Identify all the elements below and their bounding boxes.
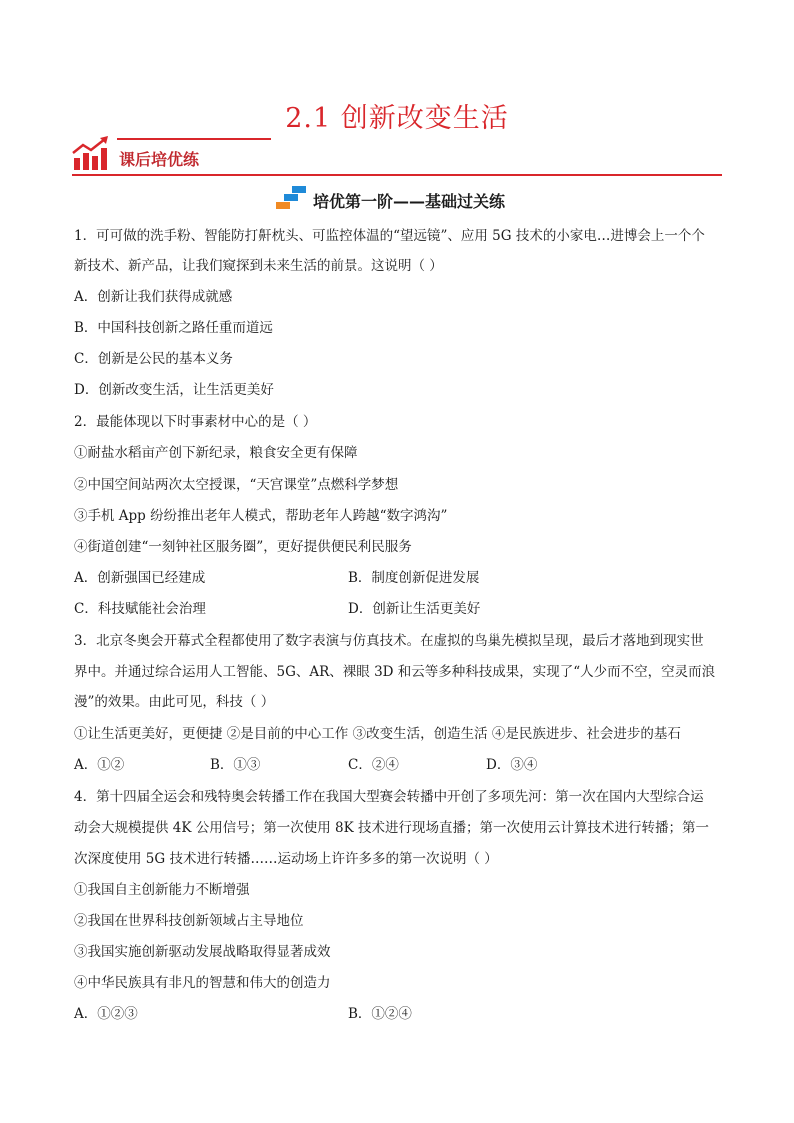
q4-option-a[interactable]: A．①②③ <box>74 1006 138 1022</box>
q2-option-a[interactable]: A．创新强国已经建成 <box>74 570 206 586</box>
rising-chart-icon <box>72 136 110 172</box>
q1-option-b[interactable]: B．中国科技创新之路任重而道远 <box>74 320 273 336</box>
q3-option-c[interactable]: C．②④ <box>348 757 399 773</box>
q3-option-d[interactable]: D．③④ <box>486 757 538 773</box>
q1-option-a[interactable]: A．创新让我们获得成就感 <box>74 289 233 305</box>
q1-stem-line-1: 1．可可做的洗手粉、智能防打鼾枕头、可监控体温的“望远镜”、应用 5G 技术的小家电…进博会上一个个 <box>74 228 705 244</box>
q3-stem-line-1: 3．北京冬奥会开幕式全程都使用了数字表演与仿真技术。在虚拟的鸟巢先模拟呈现，最后才落地到现实世 <box>74 633 704 649</box>
q2-option-d[interactable]: D．创新让生活更美好 <box>348 601 481 617</box>
q2-stem: 2．最能体现以下时事素材中心的是（ ） <box>74 414 317 430</box>
q2-item-4: ④街道创建“一刻钟社区服务圈”，更好提供便民利民服务 <box>74 539 412 555</box>
q3-items: ①让生活更美好，更便捷 ②是目前的中心工作 ③改变生活，创造生活 ④是民族进步、社会进步的基石 <box>74 726 681 742</box>
section-header <box>72 134 722 178</box>
q4-stem-line-3: 次深度使用 5G 技术进行转播……运动场上许许多多的第一次说明（ ） <box>74 851 498 867</box>
q3-stem-line-2: 界中。并通过综合运用人工智能、5G、AR、裸眼 3D 和云等多种科技成果，实现了“人少而不空，空灵而浪 <box>74 664 716 680</box>
section-label: 课后培优练 <box>119 150 200 169</box>
q2-item-1: ①耐盐水稻亩产创下新纪录，粮食安全更有保障 <box>74 445 358 461</box>
q4-item-1: ①我国自主创新能力不断增强 <box>74 882 250 898</box>
q2-item-3: ③手机 App 纷纷推出老年人模式，帮助老年人跨越“数字鸿沟” <box>74 508 448 524</box>
q2-item-2: ②中国空间站两次太空授课，“天宫课堂”点燃科学梦想 <box>74 477 399 493</box>
q4-item-3: ③我国实施创新驱动发展战略取得显著成效 <box>74 944 331 960</box>
q4-stem-line-2: 动会大规模提供 4K 公用信号；第一次使用 8K 技术进行现场直播；第一次使用云计算技术进行转播；第一 <box>74 820 710 836</box>
tier-label: 培优第一阶——基础过关练 <box>313 192 506 211</box>
q2-option-b[interactable]: B．制度创新促进发展 <box>348 570 480 586</box>
q3-option-a[interactable]: A．①② <box>74 757 125 773</box>
q2-option-c[interactable]: C．科技赋能社会治理 <box>74 601 206 617</box>
tier-header <box>0 186 794 212</box>
q3-stem-line-3: 漫”的效果。由此可见，科技（ ） <box>74 694 275 710</box>
q1-stem-line-2: 新技术、新产品，让我们窥探到未来生活的前景。这说明（ ） <box>74 258 443 274</box>
section-top-line <box>117 138 271 140</box>
q4-stem-line-1: 4．第十四届全运会和残特奥会转播工作在我国大型赛会转播中开创了多项先河：第一次在国内大型综合运 <box>74 789 704 805</box>
q4-item-4: ④中华民族具有非凡的智慧和伟大的创造力 <box>74 975 331 991</box>
q1-option-c[interactable]: C．创新是公民的基本义务 <box>74 351 233 367</box>
q4-item-2: ②我国在世界科技创新领域占主导地位 <box>74 913 304 929</box>
q4-option-b[interactable]: B．①②④ <box>348 1006 412 1022</box>
q3-option-b[interactable]: B．①③ <box>210 757 261 773</box>
section-divider <box>72 174 722 176</box>
q1-option-d[interactable]: D．创新改变生活，让生活更美好 <box>74 382 274 398</box>
stairs-icon <box>274 186 308 210</box>
page-title: 2.1 创新改变生活 <box>285 103 509 134</box>
